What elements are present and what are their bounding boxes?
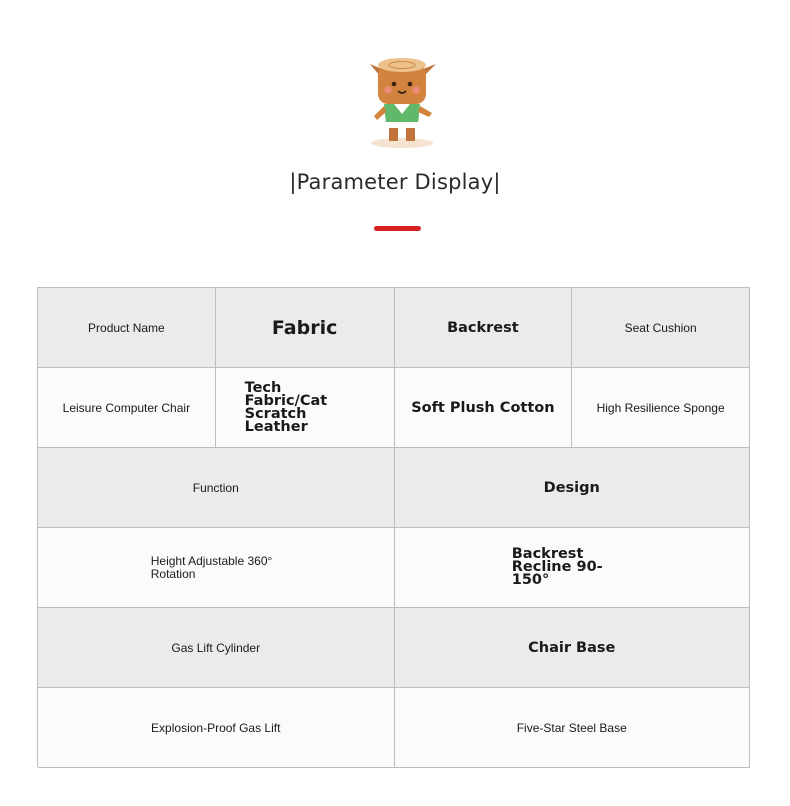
table-row: [38, 688, 750, 768]
parameter-table: [37, 287, 750, 767]
title-underline: [374, 226, 421, 231]
cell-text: Function: [192, 480, 239, 495]
value-cell-gas-lift: [38, 688, 395, 768]
cell-text: Explosion-Proof Gas Lift: [151, 720, 281, 735]
page-title: |Parameter Display|: [289, 170, 501, 194]
tree-stump-mascot-icon: [360, 52, 444, 152]
header-cell-backrest: [395, 288, 573, 368]
cell-text: Chair Base: [528, 639, 616, 656]
cell-text: Soft Plush Cotton: [411, 399, 555, 416]
header-cell-fabric: [216, 288, 395, 368]
table-row: [38, 528, 750, 608]
value-cell-chair-base: [395, 688, 751, 768]
value-cell-fabric: [216, 368, 395, 448]
cell-text: Design: [543, 479, 600, 496]
header-cell-chair-base: [395, 608, 751, 688]
value-cell-design: [395, 528, 751, 608]
table-row: [38, 608, 750, 688]
cell-text: Backrest: [447, 319, 519, 336]
cell-text: Height Adjustable 360° Rotation: [150, 553, 273, 581]
header-cell-gas-lift: [38, 608, 395, 688]
table-row: [38, 368, 750, 448]
table-row: [38, 448, 750, 528]
value-cell-seat-cushion: [572, 368, 750, 448]
cell-text: Backrest Recline 90-150°: [511, 546, 603, 588]
header-cell-design: [395, 448, 751, 528]
cell-text: Tech Fabric/Cat Scratch Leather: [244, 379, 328, 435]
cell-text: Leisure Computer Chair: [62, 400, 191, 415]
value-cell-function: [38, 528, 395, 608]
cell-text: Product Name: [88, 320, 165, 335]
cell-text: Fabric: [271, 316, 338, 339]
cell-text: Five-Star Steel Base: [516, 720, 627, 735]
header-cell-function: [38, 448, 395, 528]
header-cell-product-name: [38, 288, 216, 368]
cell-text: High Resilience Sponge: [596, 400, 725, 415]
cell-text: Gas Lift Cylinder: [171, 640, 261, 655]
header-cell-seat-cushion: [572, 288, 750, 368]
table-row: [38, 288, 750, 368]
value-cell-product-name: [38, 368, 216, 448]
value-cell-backrest: [395, 368, 573, 448]
cell-text: Seat Cushion: [624, 320, 697, 335]
